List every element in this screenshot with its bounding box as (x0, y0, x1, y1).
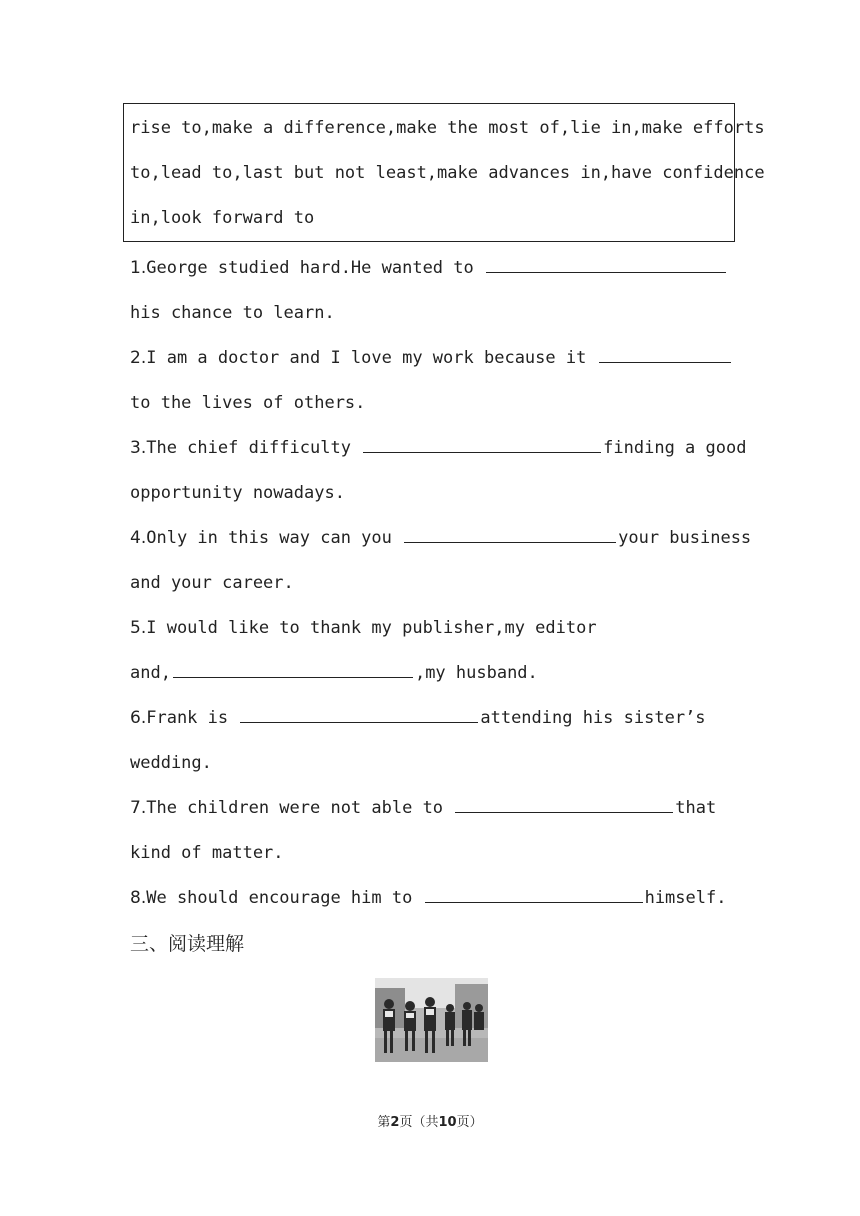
question-text: The children were not able to (146, 798, 454, 818)
question-text: finding a good (603, 438, 747, 458)
question-4 (130, 528, 751, 548)
question-number: 2. (130, 348, 147, 368)
question-text: We should encourage him to (146, 888, 423, 908)
question-8 (130, 888, 726, 908)
question-text: himself. (644, 888, 727, 908)
question-text: Only in this way can you (146, 528, 403, 548)
question-6 (130, 708, 706, 728)
photo-illustration (375, 978, 488, 1062)
word-bank-line: in,look forward to (130, 208, 315, 228)
answer-blank[interactable] (363, 438, 601, 453)
word-bank-line: to,lead to,last but not least,make advances in,have confidence (130, 163, 765, 183)
question-number: 6. (130, 708, 147, 728)
question-text: I am a doctor and I love my work because it (146, 348, 597, 368)
question-2 (130, 348, 733, 368)
question-text: Frank is (146, 708, 239, 728)
answer-blank[interactable] (173, 663, 413, 678)
question-number: 7. (130, 798, 147, 818)
answer-blank[interactable] (240, 708, 478, 723)
question-number: 1. (130, 258, 147, 278)
question-1 (130, 258, 728, 278)
question-text: I would like to thank my publisher,my editor (146, 618, 597, 638)
question-7 (130, 798, 716, 818)
question-5-continuation (130, 663, 538, 683)
question-6-continuation: wedding. (130, 753, 212, 773)
question-number: 8. (130, 888, 147, 908)
question-text: The chief difficulty (146, 438, 362, 458)
question-4-continuation: and your career. (130, 573, 294, 593)
question-text: and, (130, 663, 171, 683)
question-text: your business (618, 528, 752, 548)
students-walking-photo (375, 978, 488, 1062)
section-heading: 三、阅读理解 (130, 933, 245, 955)
answer-blank[interactable] (425, 888, 643, 903)
word-bank-line: rise to,make a difference,make the most of,lie in,make efforts (130, 118, 765, 138)
question-text: that (675, 798, 717, 818)
question-2-continuation: to the lives of others. (130, 393, 366, 413)
answer-blank[interactable] (404, 528, 616, 543)
question-5 (130, 618, 597, 638)
answer-blank[interactable] (486, 258, 726, 273)
answer-blank[interactable] (599, 348, 731, 363)
question-3 (130, 438, 746, 458)
question-number: 3. (130, 438, 147, 458)
question-3-continuation: opportunity nowadays. (130, 483, 345, 503)
answer-blank[interactable] (455, 798, 673, 813)
question-number: 4. (130, 528, 147, 548)
question-7-continuation: kind of matter. (130, 843, 284, 863)
current-page-number: 2 (390, 1115, 400, 1130)
page-footer: 第2页（共10页） (377, 1115, 483, 1130)
total-pages-number: 10 (438, 1115, 457, 1130)
word-bank-box (123, 103, 765, 242)
question-text: ,my husband. (414, 663, 538, 683)
question-1-continuation: his chance to learn. (130, 303, 335, 323)
question-text: George studied hard.He wanted to (146, 258, 484, 278)
question-text: attending his sister’s (480, 708, 706, 728)
question-number: 5. (130, 618, 147, 638)
